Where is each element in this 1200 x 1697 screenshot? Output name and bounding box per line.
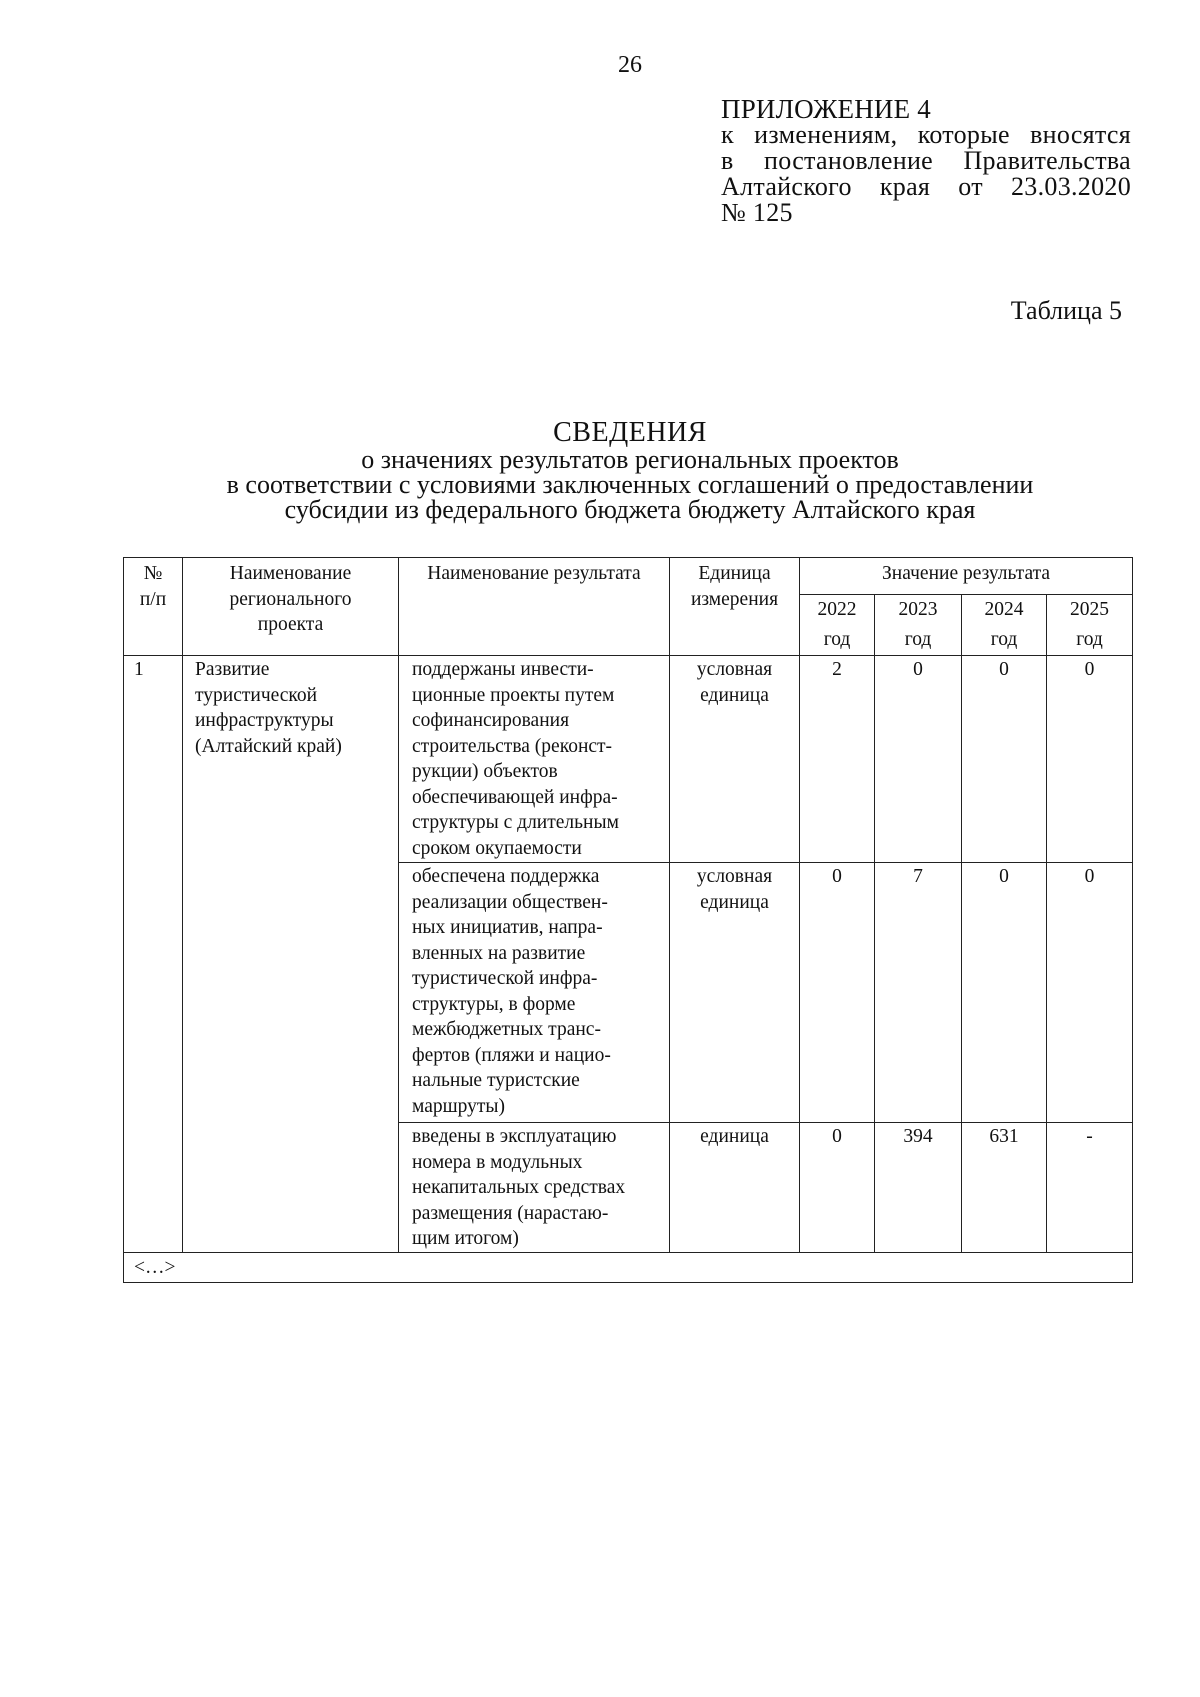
value-2023: 7 (875, 863, 962, 1123)
row-number: 1 (124, 656, 183, 1253)
header-value-group: Значение результата (800, 558, 1133, 595)
result-name: поддержаны инвести- ционные проекты путем софинансирования строительства (реконст- рукции) объектов обеспечивающей инфра- структуры с длительным сроком окупаемости (399, 656, 670, 863)
heading-line: субсидии из федерального бюджета бюджету Алтайского края (284, 495, 976, 524)
value-2024: 631 (962, 1123, 1047, 1253)
value-2024: 0 (962, 656, 1047, 863)
appendix-line: в постановление Правительства (721, 146, 1131, 175)
page-number: 26 (618, 52, 642, 78)
value-2023: 0 (875, 656, 962, 863)
value-2024: 0 (962, 863, 1047, 1123)
appendix-line: Алтайского края от 23.03.2020 (721, 172, 1131, 201)
table-label: Таблица 5 (1010, 296, 1122, 325)
continuation-row (124, 1253, 1133, 1283)
table-row (124, 656, 1133, 863)
appendix-line: к изменениям, которые вносятся (721, 120, 1131, 149)
header-year: 2024 год (962, 595, 1047, 656)
unit: условная единица (670, 656, 800, 863)
continuation-marker: <…> (124, 1253, 1133, 1283)
value-2022: 0 (800, 1123, 875, 1253)
header-number: № п/п (124, 558, 183, 656)
value-2025: 0 (1047, 863, 1133, 1123)
unit: единица (670, 1123, 800, 1253)
appendix-line: № 125 (721, 198, 793, 227)
appendix-title: ПРИЛОЖЕНИЕ 4 (721, 94, 931, 124)
value-2022: 2 (800, 656, 875, 863)
heading-line: в соответствии с условиями заключенных соглашений о предоставлении (226, 470, 1034, 499)
header-year: 2022 год (800, 595, 875, 656)
appendix-block (721, 96, 1131, 226)
header-project: Наименование регионального проекта (183, 558, 399, 656)
value-2022: 0 (800, 863, 875, 1123)
results-table (123, 557, 1133, 1283)
heading-title: СВЕДЕНИЯ (553, 417, 707, 448)
result-name: обеспечена поддержка реализации обществен- ных инициатив, напра- вленных на развитие туристической инфра- структуры, в форме межбюджетных транс- фертов (пляжи и нацио- нальные туристские маршруты) (399, 863, 670, 1123)
heading-line: о значениях результатов региональных проектов (361, 445, 899, 474)
value-2025: - (1047, 1123, 1133, 1253)
header-row (124, 558, 1133, 595)
header-unit: Единица измерения (670, 558, 800, 656)
value-2023: 394 (875, 1123, 962, 1253)
value-2025: 0 (1047, 656, 1133, 863)
document-heading (0, 419, 1200, 522)
unit: условная единица (670, 863, 800, 1123)
header-year: 2023 год (875, 595, 962, 656)
project-name: Развитие туристической инфраструктуры (Алтайский край) (183, 656, 399, 1253)
header-year: 2025 год (1047, 595, 1133, 656)
result-name: введены в эксплуатацию номера в модульных некапитальных средствах размещения (нарастаю- щим итогом) (399, 1123, 670, 1253)
header-result: Наименование результата (399, 558, 670, 656)
